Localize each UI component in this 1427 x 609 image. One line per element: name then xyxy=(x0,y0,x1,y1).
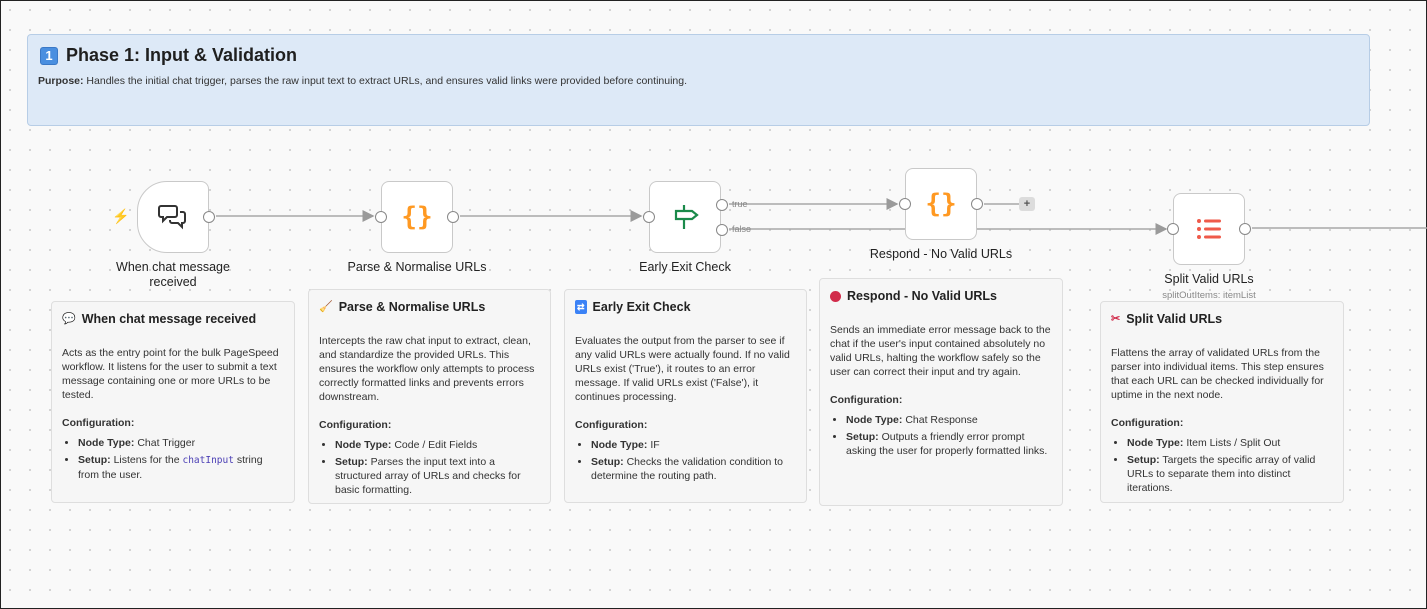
note-early-exit[interactable] xyxy=(564,289,807,503)
config-node-type xyxy=(78,436,284,450)
note-config-label: Configuration: xyxy=(1111,417,1184,429)
trigger-bolt-icon: ⚡ xyxy=(112,208,130,224)
config-value: Item Lists / Split Out xyxy=(1183,437,1281,449)
note-title xyxy=(575,300,796,314)
config-key: Setup: xyxy=(78,454,111,466)
node-subtitle-split: splitOutItems: itemList xyxy=(1162,290,1256,301)
config-value: Chat Response xyxy=(902,414,978,426)
note-title-text: Early Exit Check xyxy=(592,300,691,314)
config-key: Setup: xyxy=(846,431,879,443)
note-config-list xyxy=(575,438,796,483)
phase-purpose xyxy=(38,75,687,87)
broom-icon: 🧹 xyxy=(319,301,333,313)
note-config-label: Configuration: xyxy=(575,419,648,431)
config-setup xyxy=(78,453,284,482)
scissors-icon: ✂ xyxy=(1111,313,1121,325)
phase-number-badge: 1 xyxy=(40,47,58,65)
curly-braces-icon: {} xyxy=(925,189,957,219)
output-port[interactable] xyxy=(971,198,983,210)
config-setup xyxy=(846,430,1052,458)
config-key: Setup: xyxy=(335,456,368,468)
note-config-label: Configuration: xyxy=(830,394,903,406)
note-title xyxy=(319,300,540,314)
note-title xyxy=(62,312,284,326)
input-port[interactable] xyxy=(899,198,911,210)
node-chat-trigger[interactable] xyxy=(137,181,209,253)
phase-title-text: Phase 1: Input & Validation xyxy=(66,45,298,65)
node-label-parse: Parse & Normalise URLs xyxy=(347,260,487,274)
config-value: Code / Edit Fields xyxy=(391,439,478,451)
config-value: Parses the input text into a structured array of URLs and checks for basic formatting. xyxy=(335,456,521,496)
output-port-false[interactable] xyxy=(716,224,728,236)
node-parse[interactable] xyxy=(381,181,453,253)
config-setup xyxy=(591,455,796,483)
config-setup xyxy=(335,455,540,497)
node-label-split: Split Valid URLs xyxy=(1164,272,1254,286)
note-chat-trigger[interactable] xyxy=(51,301,295,503)
input-port[interactable] xyxy=(643,211,655,223)
config-node-type xyxy=(1127,436,1333,450)
shuffle-icon: ⇄ xyxy=(577,302,585,312)
note-description: Intercepts the raw chat input to extract, clean, and standardize the provided URLs. This ensures the workflow only attempts to process correctly formatted links and prevents errors downstream. xyxy=(319,335,535,403)
config-value: Outputs a friendly error prompt asking the user for properly formatted links. xyxy=(846,431,1048,457)
note-title-text: When chat message received xyxy=(81,312,257,326)
config-value: Listens for the xyxy=(110,454,183,466)
purpose-label: Purpose: xyxy=(38,75,84,87)
note-title-text: Parse & Normalise URLs xyxy=(338,300,486,314)
chat-bubbles-icon xyxy=(158,202,188,232)
note-description: Evaluates the output from the parser to see if any valid URLs were actually found. If no valid URLs exist ('True'), it routes to an error message. If valid URLs exist ('False'), it continues processing. xyxy=(575,335,790,403)
note-respond[interactable] xyxy=(819,278,1063,506)
output-port[interactable] xyxy=(1239,223,1251,235)
note-description: Flattens the array of validated URLs from the parser into individual items. This step ensures that each URL can be checked individually for uptime in the next node. xyxy=(1111,347,1324,401)
note-title-text: Respond - No Valid URLs xyxy=(847,289,998,303)
config-value: string from the user. xyxy=(78,454,263,481)
note-description: Sends an immediate error message back to the chat if the user's input contained absolutely no valid URLs, halting the workflow safely so the user can correct their input and try again. xyxy=(830,324,1051,378)
config-key: Node Type: xyxy=(591,439,648,451)
config-value: Checks the validation condition to determine the routing path. xyxy=(591,456,784,482)
config-node-type xyxy=(335,438,540,452)
signpost-icon xyxy=(670,202,700,232)
red-circle-icon xyxy=(830,291,841,302)
output-port-true[interactable] xyxy=(716,199,728,211)
input-port[interactable] xyxy=(1167,223,1179,235)
config-key: Setup: xyxy=(1127,454,1160,466)
add-node-button[interactable]: + xyxy=(1019,197,1035,211)
config-key: Setup: xyxy=(591,456,624,468)
note-config-list xyxy=(319,438,540,497)
list-icon xyxy=(1194,214,1224,244)
phase-note[interactable] xyxy=(27,34,1370,126)
config-key: Node Type: xyxy=(846,414,903,426)
config-setup xyxy=(1127,453,1333,495)
node-label-respond: Respond - No Valid URLs xyxy=(869,247,1013,261)
node-split[interactable] xyxy=(1173,193,1245,265)
note-config-label: Configuration: xyxy=(319,419,392,431)
node-respond[interactable] xyxy=(905,168,977,240)
purpose-text: Handles the initial chat trigger, parses the raw input text to extract URLs, and ensures valid links were provided before continuing. xyxy=(83,75,688,87)
output-port[interactable] xyxy=(447,211,459,223)
note-title xyxy=(830,289,1052,303)
curly-braces-icon: {} xyxy=(401,202,433,232)
config-value: Targets the specific array of valid URLs to separate them into distinct iterations. xyxy=(1127,454,1316,494)
note-config-list xyxy=(830,413,1052,458)
phase-title xyxy=(40,45,297,66)
note-config-list xyxy=(1111,436,1333,495)
note-config-label: Configuration: xyxy=(62,417,135,429)
branch-false-label: false xyxy=(732,224,752,234)
note-title-text: Split Valid URLs xyxy=(1126,312,1223,326)
input-port[interactable] xyxy=(375,211,387,223)
note-parse[interactable] xyxy=(308,289,551,504)
note-config-list xyxy=(62,436,284,482)
note-title xyxy=(1111,312,1333,326)
node-label-chat-trigger: When chat message received xyxy=(116,260,230,289)
speech-bubble-icon: 💬 xyxy=(62,313,76,325)
note-split[interactable] xyxy=(1100,301,1344,503)
output-port[interactable] xyxy=(203,211,215,223)
config-code: chatInput xyxy=(182,455,234,466)
branch-true-label: true xyxy=(732,199,748,209)
config-value: IF xyxy=(647,439,660,451)
config-key: Node Type: xyxy=(1127,437,1184,449)
config-node-type xyxy=(591,438,796,452)
config-value: Chat Trigger xyxy=(134,437,196,449)
config-key: Node Type: xyxy=(78,437,135,449)
node-early-exit[interactable] xyxy=(649,181,721,253)
note-description: Acts as the entry point for the bulk PageSpeed workflow. It listens for the user to submit a text message containing one or more URLs to be tested. xyxy=(62,347,279,401)
config-node-type xyxy=(846,413,1052,427)
config-key: Node Type: xyxy=(335,439,392,451)
node-label-early-exit: Early Exit Check xyxy=(639,260,731,274)
